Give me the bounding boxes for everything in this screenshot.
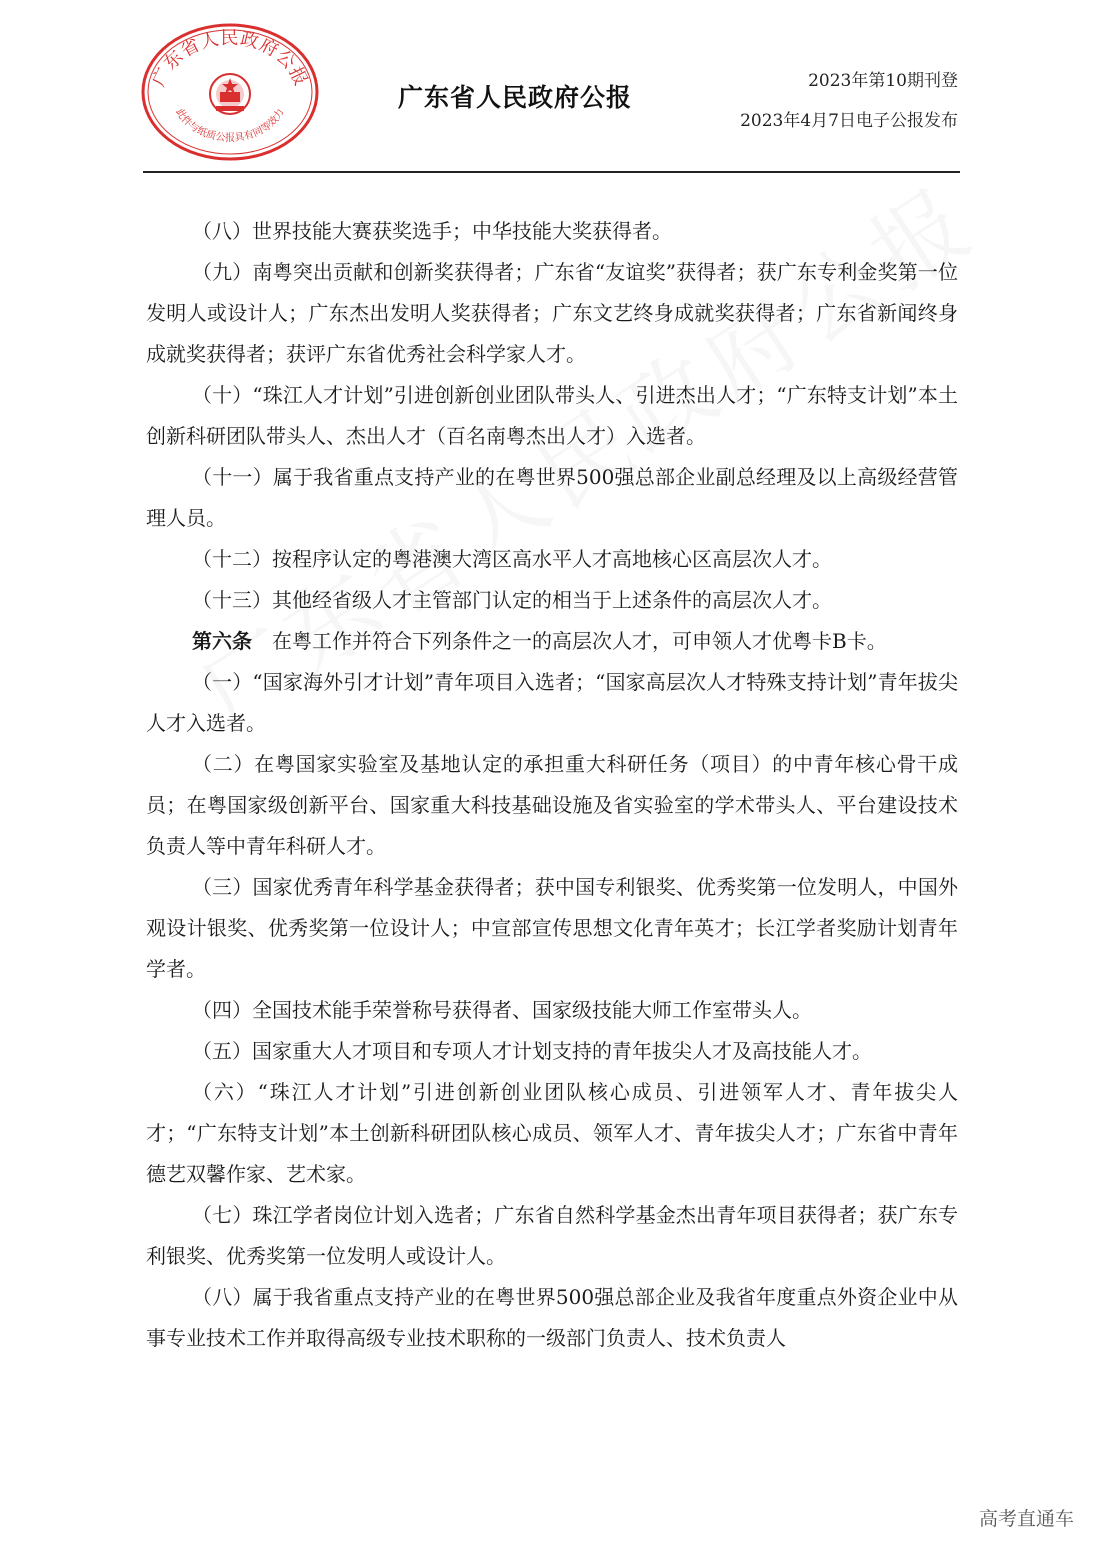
paragraph-text: （六）“珠江人才计划”引进创新创业团队核心成员、引进领军人才、青年拔尖人才；“广东特支计划”本土创新科研团队核心成员、领军人才、青年拔尖人才；广东省中青年德艺双馨作家、艺术家。 xyxy=(146,1080,958,1186)
paragraph xyxy=(146,990,958,1031)
paragraph-text: （一）“国家海外引才计划”青年项目入选者；“国家高层次人才特殊支持计划”青年拔尖人才入选者。 xyxy=(146,670,958,735)
paragraph-text: （七）珠江学者岗位计划入选者；广东省自然科学基金杰出青年项目获得者；获广东专利银奖、优秀奖第一位发明人或设计人。 xyxy=(146,1203,958,1268)
paragraph-text: （九）南粤突出贡献和创新奖获得者；广东省“友谊奖”获得者；获广东专利金奖第一位发明人或设计人；广东杰出发明人奖获得者；广东文艺终身成就奖获得者；广东省新闻终身成就奖获得者；获评广东省优秀社会科学家人才。 xyxy=(146,260,958,366)
paragraph xyxy=(146,457,958,539)
document-body xyxy=(146,211,958,1359)
official-seal-icon xyxy=(140,22,320,162)
svg-text:此件与纸质公报具有同等效力: 此件与纸质公报具有同等效力 xyxy=(173,107,287,144)
article-number: 第六条 xyxy=(192,629,252,653)
page-header xyxy=(0,0,1102,175)
publish-date: 2023年4月7日电子公报发布 xyxy=(740,111,958,131)
paragraph-text: （十）“珠江人才计划”引进创新创业团队带头人、引进杰出人才；“广东特支计划”本土创新科研团队带头人、杰出人才（百名南粤杰出人才）入选者。 xyxy=(146,383,958,448)
paragraph xyxy=(146,1195,958,1277)
paragraph xyxy=(146,867,958,990)
paragraph xyxy=(146,744,958,867)
paragraph-text: 在粤工作并符合下列条件之一的高层次人才，可申领人才优粤卡B卡。 xyxy=(252,629,887,653)
paragraph xyxy=(146,580,958,621)
national-emblem-icon xyxy=(210,74,250,114)
paragraph xyxy=(146,252,958,375)
paragraph-text: （三）国家优秀青年科学基金获得者；获中国专利银奖、优秀奖第一位发明人，中国外观设计银奖、优秀奖第一位设计人；中宣部宣传思想文化青年英才；长江学者奖励计划青年学者。 xyxy=(146,875,958,981)
issue-number: 2023年第10期刊登 xyxy=(808,71,958,91)
paragraph xyxy=(146,662,958,744)
paragraph-text: （八）世界技能大赛获奖选手；中华技能大奖获得者。 xyxy=(192,219,672,243)
paragraph xyxy=(146,621,958,662)
paragraph-text: （四）全国技术能手荣誉称号获得者、国家级技能大师工作室带头人。 xyxy=(192,998,812,1022)
header-divider xyxy=(143,171,960,173)
paragraph xyxy=(146,1031,958,1072)
paragraph-text: （二）在粤国家实验室及基地认定的承担重大科研任务（项目）的中青年核心骨干成员；在粤国家级创新平台、国家重大科技基础设施及省实验室的学术带头人、平台建设技术负责人等中青年科研人才。 xyxy=(146,752,958,858)
bulletin-title: 广东省人民政府公报 xyxy=(398,83,633,112)
paragraph xyxy=(146,211,958,252)
paragraph-text: （八）属于我省重点支持产业的在粤世界500强总部企业及我省年度重点外资企业中从事专业技术工作并取得高级专业技术职称的一级部门负责人、技术负责人 xyxy=(146,1285,958,1350)
paragraph-text: （十三）其他经省级人才主管部门认定的相当于上述条件的高层次人才。 xyxy=(192,588,832,612)
paragraph-text: （五）国家重大人才项目和专项人才计划支持的青年拔尖人才及高技能人才。 xyxy=(192,1039,872,1063)
paragraph-text: （十二）按程序认定的粤港澳大湾区高水平人才高地核心区高层次人才。 xyxy=(192,547,832,571)
paragraph xyxy=(146,1072,958,1195)
paragraph-text: （十一）属于我省重点支持产业的在粤世界500强总部企业副总经理及以上高级经营管理人员。 xyxy=(146,465,958,530)
paragraph xyxy=(146,539,958,580)
svg-text:广东省人民政府公报: 广东省人民政府公报 xyxy=(148,28,312,90)
paragraph xyxy=(146,375,958,457)
source-watermark: 高考直通车 xyxy=(978,1508,1074,1530)
paragraph xyxy=(146,1277,958,1359)
